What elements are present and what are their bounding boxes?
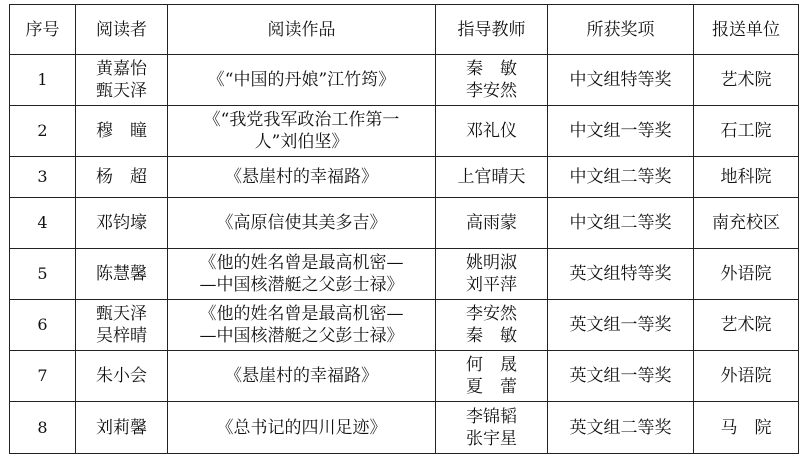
cell-award: 英文组特等奖 <box>548 249 694 300</box>
teacher-name: 秦 敏 <box>466 326 517 346</box>
header-number: 序号 <box>10 5 76 55</box>
cell-unit: 外语院 <box>694 249 799 300</box>
cell-award: 英文组二等奖 <box>548 402 694 454</box>
work-title: 《他的姓名曾是最高机密— <box>199 253 404 273</box>
teacher-name: 李安然 <box>466 81 517 101</box>
teacher-name: 李安然 <box>466 304 517 324</box>
cell-number: 6 <box>10 300 76 351</box>
reader-name: 甄天泽 <box>96 304 147 324</box>
cell-teachers <box>436 157 548 198</box>
work-title: 《悬崖村的幸福路》 <box>225 167 378 187</box>
reader-name: 陈慧馨 <box>96 264 147 284</box>
work-title: 《“中国的丹娘”江竹筠》 <box>207 70 396 90</box>
work-title: 《他的姓名曾是最高机密— <box>199 304 404 324</box>
teacher-name: 夏 蕾 <box>466 377 517 397</box>
cell-teachers <box>436 198 548 249</box>
cell-award: 中文组一等奖 <box>548 106 694 157</box>
header-award: 所获奖项 <box>548 5 694 55</box>
cell-number: 8 <box>10 402 76 454</box>
cell-work <box>168 351 436 402</box>
cell-unit: 外语院 <box>694 351 799 402</box>
cell-teachers <box>436 402 548 454</box>
table-row <box>10 157 799 198</box>
cell-award: 中文组二等奖 <box>548 157 694 198</box>
table-row <box>10 198 799 249</box>
table-row <box>10 351 799 402</box>
cell-work <box>168 157 436 198</box>
cell-work <box>168 106 436 157</box>
header-work: 阅读作品 <box>168 5 436 55</box>
teacher-name: 高雨蒙 <box>466 213 517 233</box>
cell-award: 英文组一等奖 <box>548 300 694 351</box>
reader-name: 朱小会 <box>96 366 147 386</box>
work-title: 《总书记的四川足迹》 <box>216 417 387 438</box>
cell-award: 中文组特等奖 <box>548 55 694 106</box>
awards-table <box>9 4 799 454</box>
cell-work <box>168 55 436 106</box>
work-title: —中国核潜艇之父彭士禄》 <box>199 275 404 295</box>
cell-work <box>168 198 436 249</box>
cell-unit: 艺术院 <box>694 300 799 351</box>
reader-name: 穆 瞳 <box>96 121 147 141</box>
header-unit: 报送单位 <box>694 5 799 55</box>
work-title: —中国核潜艇之父彭士禄》 <box>199 326 404 346</box>
cell-number: 1 <box>10 55 76 106</box>
cell-readers <box>76 402 168 454</box>
cell-unit: 南充校区 <box>694 198 799 249</box>
cell-unit: 石工院 <box>694 106 799 157</box>
table-row <box>10 402 799 454</box>
work-title: 人”刘伯坚》 <box>254 132 349 152</box>
cell-work <box>168 300 436 351</box>
cell-award: 中文组二等奖 <box>548 198 694 249</box>
table-row <box>10 249 799 300</box>
cell-award: 英文组一等奖 <box>548 351 694 402</box>
cell-work <box>168 249 436 300</box>
teacher-name: 上官晴天 <box>457 167 526 187</box>
cell-number: 5 <box>10 249 76 300</box>
cell-number: 3 <box>10 157 76 198</box>
teacher-name: 秦 敏 <box>466 59 517 79</box>
reader-name: 杨 超 <box>96 167 147 187</box>
cell-readers <box>76 55 168 106</box>
teacher-name: 邓礼仪 <box>466 121 517 141</box>
cell-teachers <box>436 351 548 402</box>
header-teacher: 指导教师 <box>436 5 548 55</box>
header-reader: 阅读者 <box>76 5 168 55</box>
reader-name: 刘莉馨 <box>96 417 147 438</box>
table-row <box>10 300 799 351</box>
cell-readers <box>76 106 168 157</box>
work-title: 《“我党我军政治工作第一 <box>203 110 400 130</box>
work-title: 《悬崖村的幸福路》 <box>225 366 378 386</box>
cell-teachers <box>436 249 548 300</box>
work-title: 《高原信使其美多吉》 <box>216 213 387 233</box>
cell-teachers <box>436 55 548 106</box>
cell-teachers <box>436 106 548 157</box>
reader-name: 吴梓晴 <box>96 326 147 346</box>
cell-readers <box>76 249 168 300</box>
table-row <box>10 106 799 157</box>
cell-unit: 艺术院 <box>694 55 799 106</box>
cell-work <box>168 402 436 454</box>
teacher-name: 李锦韬 <box>466 406 517 427</box>
cell-number: 7 <box>10 351 76 402</box>
cell-unit: 地科院 <box>694 157 799 198</box>
reader-name: 甄天泽 <box>96 81 147 101</box>
cell-teachers <box>436 300 548 351</box>
cell-readers <box>76 198 168 249</box>
teacher-name: 刘平萍 <box>466 275 517 295</box>
teacher-name: 何 晟 <box>466 355 517 375</box>
cell-readers <box>76 351 168 402</box>
cell-readers <box>76 300 168 351</box>
cell-number: 4 <box>10 198 76 249</box>
cell-unit: 马 院 <box>694 402 799 454</box>
cell-number: 2 <box>10 106 76 157</box>
teacher-name: 张宇星 <box>466 428 517 449</box>
reader-name: 黄嘉怡 <box>96 59 147 79</box>
reader-name: 邓钧壕 <box>96 213 147 233</box>
teacher-name: 姚明淑 <box>466 253 517 273</box>
table-row <box>10 55 799 106</box>
table-header-row <box>10 5 799 55</box>
cell-readers <box>76 157 168 198</box>
